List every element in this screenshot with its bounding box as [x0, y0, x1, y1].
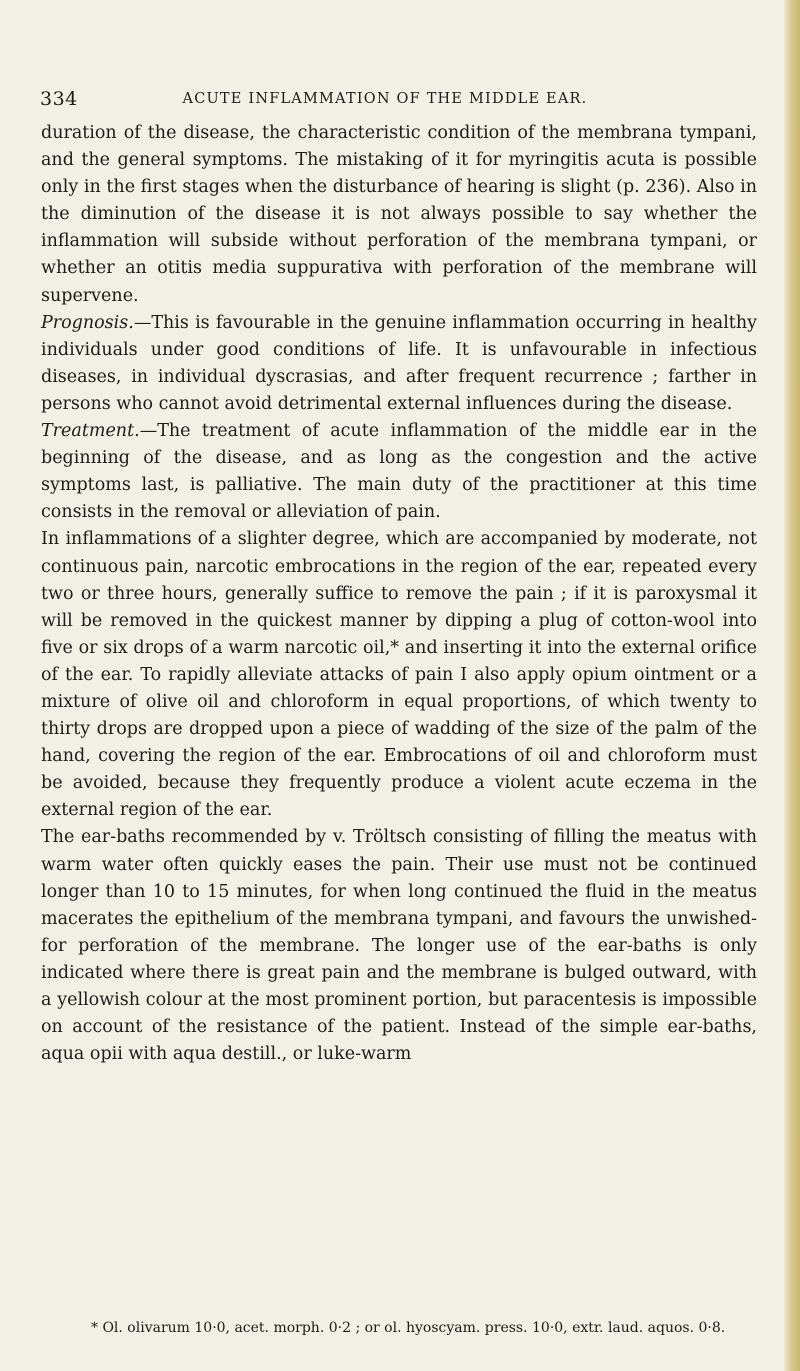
body-text — [41, 120, 757, 1068]
paragraph-inflammations: In inflammations of a slighter degree, which are accompanied by moderate, not continuous pain, narcotic embrocations in the region of the ear, repeated every two or three hours, generally suffice to remove the pain ; if it is paroxysmal it will be removed in the quickest manner by dipping a plug of cotton-wool into five or six drops of a warm narcotic oil,* and inserting it into the external orifice of the ear. To rapidly alleviate attacks of pain I also apply opium ointment or a mixture of olive oil and chloroform in equal proportions, of which twenty to thirty drops are dropped upon a piece of wadding of the size of the palm of the hand, covering the region of the ear. Embrocations of oil and chloroform must be avoided, because they frequently produce a violent acute eczema in the external region of the ear. — [41, 529, 757, 821]
paragraph-prognosis — [41, 310, 757, 418]
page-number: 334 — [40, 88, 78, 110]
page-edge-shading — [784, 0, 800, 1371]
paragraph-duration: duration of the disease, the characteristic condition of the membrana tympani, and the general symptoms. The mistaking of it for myringitis acuta is possible only in the first stages when the disturbance of hearing is slight (p. 236). Also in the diminution of the disease it is not always possible to say whether the inflammation will subside without perforation of the membrana tympani, or whether an otitis media suppurativa with perforation of the membrane will supervene. — [41, 123, 757, 306]
paragraph-ear-baths: The ear-baths recommended by v. Tröltsch consisting of filling the meatus with warm water often quickly eases the pain. Their use must not be continued longer than 10 to 15 minutes, for when long continued the fluid in the meatus macerates the epithelium of the membrana tympani, and favours the unwished-for perforation of the membrane. The longer use of the ear-baths is only indicated where there is great pain and the membrane is bulged outward, with a yellowish colour at the most prominent portion, but paracentesis is impossible on account of the resistance of the patient. Instead of the simple ear-baths, aqua opii with aqua destill., or luke-warm — [41, 827, 757, 1065]
page-header — [40, 88, 730, 112]
running-title: ACUTE INFLAMMATION OF THE MIDDLE EAR. — [182, 91, 588, 107]
prognosis-heading: Prognosis. — [41, 312, 134, 333]
treatment-heading: Treatment. — [41, 421, 140, 442]
prognosis-text: —This is favourable in the genuine inflammation occurring in healthy individuals under good conditions of life. It is unfavourable in infectious diseases, in individual dyscrasias, and after frequent recurrence ; farther in persons who cannot avoid detrimental external influences during the disease. — [41, 312, 757, 414]
treatment-text: —The treatment of acute inflammation of the middle ear in the beginning of the disease, and as long as the congestion and the active symptoms last, is palliative. The main duty of the practitioner at this time consists in the removal or alleviation of pain. — [41, 421, 757, 523]
paragraph-treatment — [41, 418, 757, 526]
footnote — [41, 1318, 757, 1339]
footnote-text: * Ol. olivarum 10·0, acet. morph. 0·2 ; or ol. hyoscyam. press. 10·0, extr. laud. aquos. 0·8. — [91, 1320, 726, 1336]
